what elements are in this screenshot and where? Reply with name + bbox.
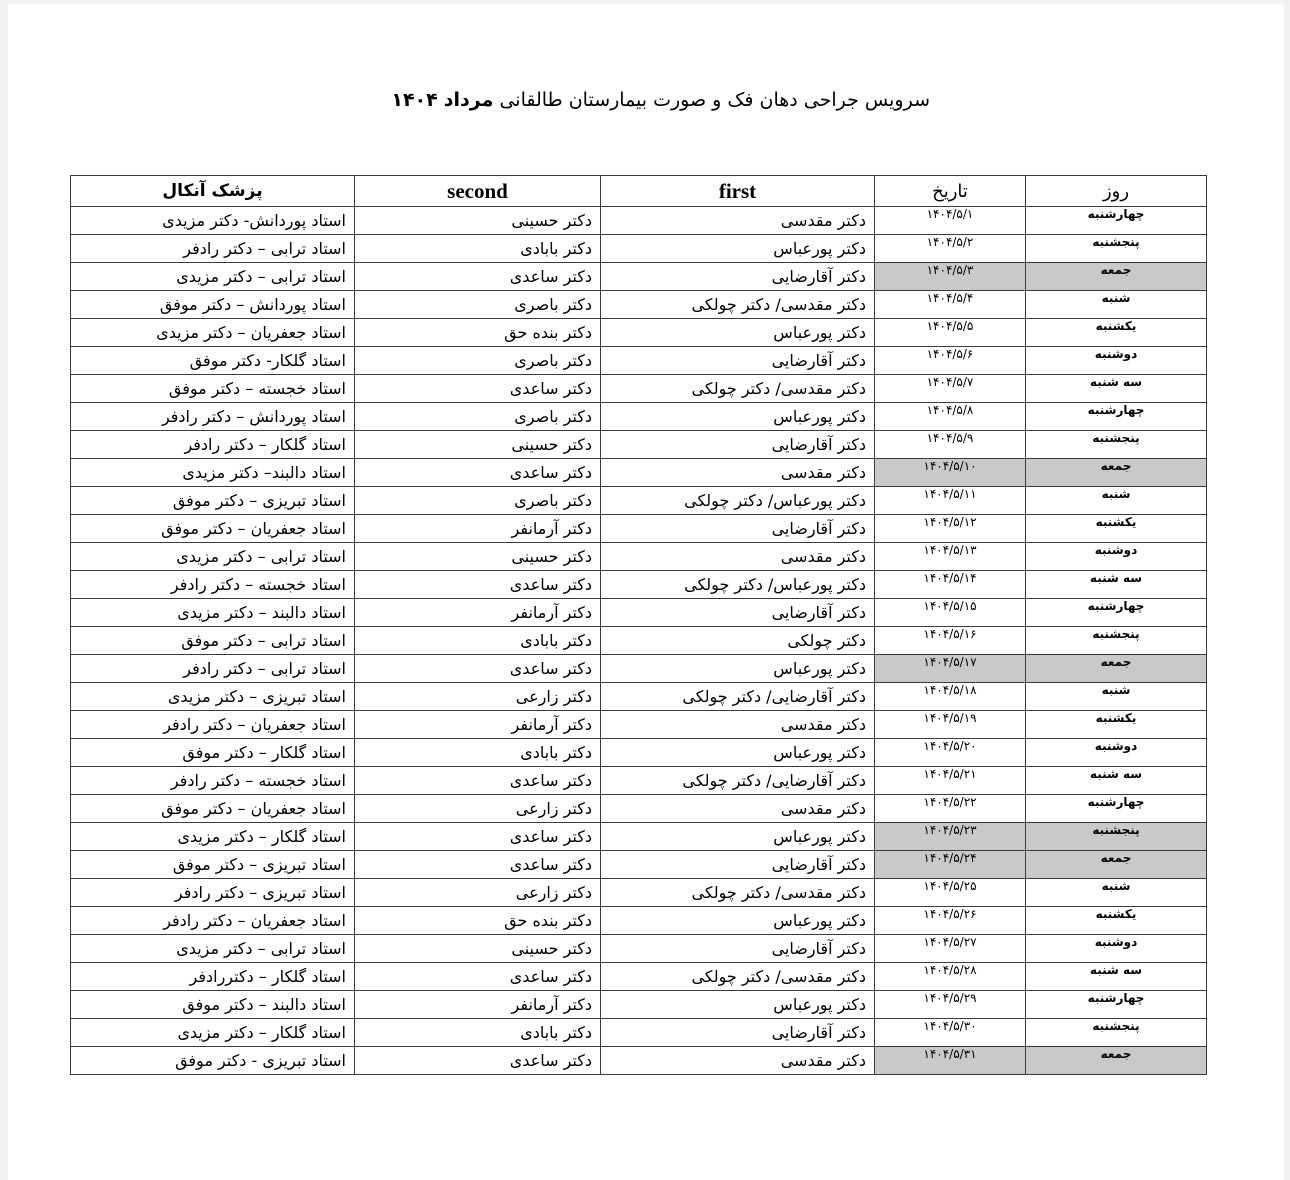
attending-cell: استاد تبریزی – دکتر موفق	[71, 487, 355, 515]
header-day: روز	[1026, 176, 1207, 207]
title-prefix: سرویس جراحی دهان فک و صورت بیمارستان طالقانی	[499, 89, 930, 111]
day-cell: چهارشنبه	[1026, 207, 1207, 235]
table-row	[71, 795, 1207, 823]
table-row	[71, 543, 1207, 571]
day-cell: یکشنبه	[1026, 907, 1207, 935]
attending-cell: استاد خجسته – دکتر رادفر	[71, 767, 355, 795]
attending-cell: استاد ترابی – دکتر رادفر	[71, 235, 355, 263]
first-cell: دکتر مقدسی/ دکتر چولکی	[601, 375, 875, 403]
title-month: مرداد	[443, 89, 494, 111]
second-cell: دکتر ساعدی	[355, 459, 601, 487]
attending-cell: استاد گلکار- دکتر موفق	[71, 347, 355, 375]
second-cell: دکتر حسینی	[355, 431, 601, 459]
first-cell: دکتر پورعباس	[601, 823, 875, 851]
second-cell: دکتر بابادی	[355, 739, 601, 767]
day-cell: جمعه	[1026, 851, 1207, 879]
first-cell: دکتر آقارضایی/ دکتر چولکی	[601, 767, 875, 795]
attending-cell: استاد گلکار – دکتررادفر	[71, 963, 355, 991]
table-row	[71, 823, 1207, 851]
day-cell: سه شنبه	[1026, 963, 1207, 991]
date-cell: ۱۴۰۴/۵/۹	[875, 431, 1026, 459]
attending-cell: استاد جعفریان – دکتر رادفر	[71, 711, 355, 739]
date-cell: ۱۴۰۴/۵/۱	[875, 207, 1026, 235]
day-cell: پنجشنبه	[1026, 235, 1207, 263]
date-cell: ۱۴۰۴/۵/۷	[875, 375, 1026, 403]
second-cell: دکتر ساعدی	[355, 375, 601, 403]
date-cell: ۱۴۰۴/۵/۱۹	[875, 711, 1026, 739]
day-cell: یکشنبه	[1026, 319, 1207, 347]
date-cell: ۱۴۰۴/۵/۱۴	[875, 571, 1026, 599]
table-row	[71, 767, 1207, 795]
header-first: first	[601, 176, 875, 207]
first-cell: دکتر مقدسی/ دکتر چولکی	[601, 879, 875, 907]
attending-cell: استاد گلکار – دکتر رادفر	[71, 431, 355, 459]
second-cell: دکتر بابادی	[355, 235, 601, 263]
table-row	[71, 851, 1207, 879]
table-body	[71, 207, 1207, 1075]
first-cell: دکتر مقدسی/ دکتر چولکی	[601, 963, 875, 991]
table-row	[71, 431, 1207, 459]
attending-cell: استاد پوردانش- دکتر مزیدی	[71, 207, 355, 235]
first-cell: دکتر مقدسی	[601, 459, 875, 487]
second-cell: دکتر بنده حق	[355, 907, 601, 935]
table-row	[71, 991, 1207, 1019]
first-cell: دکتر پورعباس	[601, 655, 875, 683]
first-cell: دکتر آقارضایی	[601, 599, 875, 627]
attending-cell: استاد ترابی – دکتر مزیدی	[71, 543, 355, 571]
attending-cell: استاد جعفریان – دکتر رادفر	[71, 907, 355, 935]
first-cell: دکتر آقارضایی/ دکتر چولکی	[601, 683, 875, 711]
second-cell: دکتر ساعدی	[355, 263, 601, 291]
header-attending: پزشک آنکال	[71, 176, 355, 207]
second-cell: دکتر زارعی	[355, 879, 601, 907]
first-cell: دکتر آقارضایی	[601, 515, 875, 543]
table-row	[71, 515, 1207, 543]
second-cell: دکتر ساعدی	[355, 1047, 601, 1075]
attending-cell: استاد جعفریان – دکتر مزیدی	[71, 319, 355, 347]
first-cell: دکتر مقدسی	[601, 543, 875, 571]
day-cell: شنبه	[1026, 291, 1207, 319]
second-cell: دکتر زارعی	[355, 795, 601, 823]
date-cell: ۱۴۰۴/۵/۱۵	[875, 599, 1026, 627]
day-cell: شنبه	[1026, 487, 1207, 515]
date-cell: ۱۴۰۴/۵/۱۸	[875, 683, 1026, 711]
table-row	[71, 963, 1207, 991]
day-cell: جمعه	[1026, 655, 1207, 683]
first-cell: دکتر پورعباس	[601, 739, 875, 767]
attending-cell: استاد گلکار – دکتر مزیدی	[71, 1019, 355, 1047]
table-header-row	[71, 176, 1207, 207]
second-cell: دکتر آرمانفر	[355, 515, 601, 543]
day-cell: شنبه	[1026, 683, 1207, 711]
table-row	[71, 319, 1207, 347]
table-row	[71, 739, 1207, 767]
date-cell: ۱۴۰۴/۵/۲۰	[875, 739, 1026, 767]
first-cell: دکتر پورعباس/ دکتر چولکی	[601, 571, 875, 599]
second-cell: دکتر ساعدی	[355, 571, 601, 599]
first-cell: دکتر آقارضایی	[601, 935, 875, 963]
table-row	[71, 1047, 1207, 1075]
first-cell: دکتر آقارضایی	[601, 1019, 875, 1047]
date-cell: ۱۴۰۴/۵/۱۰	[875, 459, 1026, 487]
day-cell: جمعه	[1026, 459, 1207, 487]
title-year: ۱۴۰۴	[391, 89, 438, 111]
attending-cell: استاد گلکار – دکتر موفق	[71, 739, 355, 767]
date-cell: ۱۴۰۴/۵/۶	[875, 347, 1026, 375]
table-row	[71, 879, 1207, 907]
table-row	[71, 571, 1207, 599]
second-cell: دکتر حسینی	[355, 543, 601, 571]
date-cell: ۱۴۰۴/۵/۲	[875, 235, 1026, 263]
table-row	[71, 207, 1207, 235]
second-cell: دکتر زارعی	[355, 683, 601, 711]
table-row	[71, 235, 1207, 263]
date-cell: ۱۴۰۴/۵/۵	[875, 319, 1026, 347]
day-cell: دوشنبه	[1026, 543, 1207, 571]
date-cell: ۱۴۰۴/۵/۱۷	[875, 655, 1026, 683]
attending-cell: استاد تبریزی - دکتر موفق	[71, 1047, 355, 1075]
second-cell: دکتر بابادی	[355, 1019, 601, 1047]
day-cell: چهارشنبه	[1026, 599, 1207, 627]
second-cell: دکتر آرمانفر	[355, 599, 601, 627]
second-cell: دکتر آرمانفر	[355, 711, 601, 739]
date-cell: ۱۴۰۴/۵/۱۶	[875, 627, 1026, 655]
table-row	[71, 711, 1207, 739]
second-cell: دکتر باصری	[355, 347, 601, 375]
on-call-schedule-table	[70, 175, 1207, 1075]
second-cell: دکتر بنده حق	[355, 319, 601, 347]
day-cell: پنجشنبه	[1026, 823, 1207, 851]
attending-cell: استاد ترابی – دکتر مزیدی	[71, 263, 355, 291]
first-cell: دکتر چولکی	[601, 627, 875, 655]
day-cell: چهارشنبه	[1026, 403, 1207, 431]
day-cell: دوشنبه	[1026, 347, 1207, 375]
date-cell: ۱۴۰۴/۵/۲۲	[875, 795, 1026, 823]
table-row	[71, 627, 1207, 655]
table-row	[71, 655, 1207, 683]
attending-cell: استاد جعفریان – دکتر موفق	[71, 515, 355, 543]
attending-cell: استاد دالبند – دکتر مزیدی	[71, 599, 355, 627]
first-cell: دکتر پورعباس	[601, 907, 875, 935]
first-cell: دکتر آقارضایی	[601, 431, 875, 459]
day-cell: دوشنبه	[1026, 935, 1207, 963]
day-cell: چهارشنبه	[1026, 795, 1207, 823]
day-cell: یکشنبه	[1026, 711, 1207, 739]
date-cell: ۱۴۰۴/۵/۸	[875, 403, 1026, 431]
first-cell: دکتر مقدسی	[601, 795, 875, 823]
attending-cell: استاد خجسته – دکتر موفق	[71, 375, 355, 403]
first-cell: دکتر پورعباس	[601, 319, 875, 347]
date-cell: ۱۴۰۴/۵/۳۰	[875, 1019, 1026, 1047]
attending-cell: استاد تبریزی – دکتر رادفر	[71, 879, 355, 907]
first-cell: دکتر مقدسی	[601, 207, 875, 235]
date-cell: ۱۴۰۴/۵/۲۹	[875, 991, 1026, 1019]
attending-cell: استاد خجسته – دکتر رادفر	[71, 571, 355, 599]
second-cell: دکتر بابادی	[355, 627, 601, 655]
day-cell: سه شنبه	[1026, 571, 1207, 599]
first-cell: دکتر مقدسی	[601, 1047, 875, 1075]
second-cell: دکتر آرمانفر	[355, 991, 601, 1019]
day-cell: چهارشنبه	[1026, 991, 1207, 1019]
second-cell: دکتر ساعدی	[355, 963, 601, 991]
attending-cell: استاد پوردانش – دکتر موفق	[71, 291, 355, 319]
first-cell: دکتر مقدسی	[601, 711, 875, 739]
day-cell: شنبه	[1026, 879, 1207, 907]
attending-cell: استاد دالبند– دکتر مزیدی	[71, 459, 355, 487]
second-cell: دکتر باصری	[355, 403, 601, 431]
date-cell: ۱۴۰۴/۵/۲۳	[875, 823, 1026, 851]
first-cell: دکتر مقدسی/ دکتر چولکی	[601, 291, 875, 319]
day-cell: پنجشنبه	[1026, 627, 1207, 655]
attending-cell: استاد ترابی – دکتر مزیدی	[71, 935, 355, 963]
date-cell: ۱۴۰۴/۵/۲۴	[875, 851, 1026, 879]
first-cell: دکتر پورعباس	[601, 991, 875, 1019]
date-cell: ۱۴۰۴/۵/۲۸	[875, 963, 1026, 991]
day-cell: یکشنبه	[1026, 515, 1207, 543]
table-row	[71, 459, 1207, 487]
table-row	[71, 403, 1207, 431]
table-row	[71, 263, 1207, 291]
date-cell: ۱۴۰۴/۵/۲۷	[875, 935, 1026, 963]
page-title	[250, 86, 930, 114]
table-row	[71, 347, 1207, 375]
attending-cell: استاد پوردانش – دکتر رادفر	[71, 403, 355, 431]
table-row	[71, 291, 1207, 319]
day-cell: سه شنبه	[1026, 767, 1207, 795]
table-row	[71, 935, 1207, 963]
header-second: second	[355, 176, 601, 207]
date-cell: ۱۴۰۴/۵/۳۱	[875, 1047, 1026, 1075]
first-cell: دکتر پورعباس/ دکتر چولکی	[601, 487, 875, 515]
header-date: تاریخ	[875, 176, 1026, 207]
day-cell: پنجشنبه	[1026, 431, 1207, 459]
table-row	[71, 487, 1207, 515]
table-row	[71, 683, 1207, 711]
date-cell: ۱۴۰۴/۵/۱۱	[875, 487, 1026, 515]
first-cell: دکتر پورعباس	[601, 403, 875, 431]
table-row	[71, 375, 1207, 403]
first-cell: دکتر آقارضایی	[601, 263, 875, 291]
day-cell: جمعه	[1026, 1047, 1207, 1075]
first-cell: دکتر پورعباس	[601, 235, 875, 263]
second-cell: دکتر حسینی	[355, 207, 601, 235]
attending-cell: استاد تبریزی – دکتر مزیدی	[71, 683, 355, 711]
table-row	[71, 599, 1207, 627]
table-row	[71, 907, 1207, 935]
attending-cell: استاد ترابی – دکتر رادفر	[71, 655, 355, 683]
attending-cell: استاد دالبند – دکتر موفق	[71, 991, 355, 1019]
date-cell: ۱۴۰۴/۵/۲۱	[875, 767, 1026, 795]
attending-cell: استاد گلکار – دکتر مزیدی	[71, 823, 355, 851]
second-cell: دکتر حسینی	[355, 935, 601, 963]
date-cell: ۱۴۰۴/۵/۲۶	[875, 907, 1026, 935]
first-cell: دکتر آقارضایی	[601, 347, 875, 375]
second-cell: دکتر باصری	[355, 291, 601, 319]
first-cell: دکتر آقارضایی	[601, 851, 875, 879]
date-cell: ۱۴۰۴/۵/۱۳	[875, 543, 1026, 571]
attending-cell: استاد ترابی – دکتر موفق	[71, 627, 355, 655]
second-cell: دکتر ساعدی	[355, 655, 601, 683]
date-cell: ۱۴۰۴/۵/۲۵	[875, 879, 1026, 907]
second-cell: دکتر ساعدی	[355, 851, 601, 879]
day-cell: سه شنبه	[1026, 375, 1207, 403]
day-cell: دوشنبه	[1026, 739, 1207, 767]
second-cell: دکتر ساعدی	[355, 823, 601, 851]
second-cell: دکتر ساعدی	[355, 767, 601, 795]
second-cell: دکتر باصری	[355, 487, 601, 515]
attending-cell: استاد جعفریان – دکتر موفق	[71, 795, 355, 823]
date-cell: ۱۴۰۴/۵/۱۲	[875, 515, 1026, 543]
date-cell: ۱۴۰۴/۵/۳	[875, 263, 1026, 291]
day-cell: جمعه	[1026, 263, 1207, 291]
date-cell: ۱۴۰۴/۵/۴	[875, 291, 1026, 319]
table-row	[71, 1019, 1207, 1047]
day-cell: پنجشنبه	[1026, 1019, 1207, 1047]
attending-cell: استاد تبریزی – دکتر موفق	[71, 851, 355, 879]
